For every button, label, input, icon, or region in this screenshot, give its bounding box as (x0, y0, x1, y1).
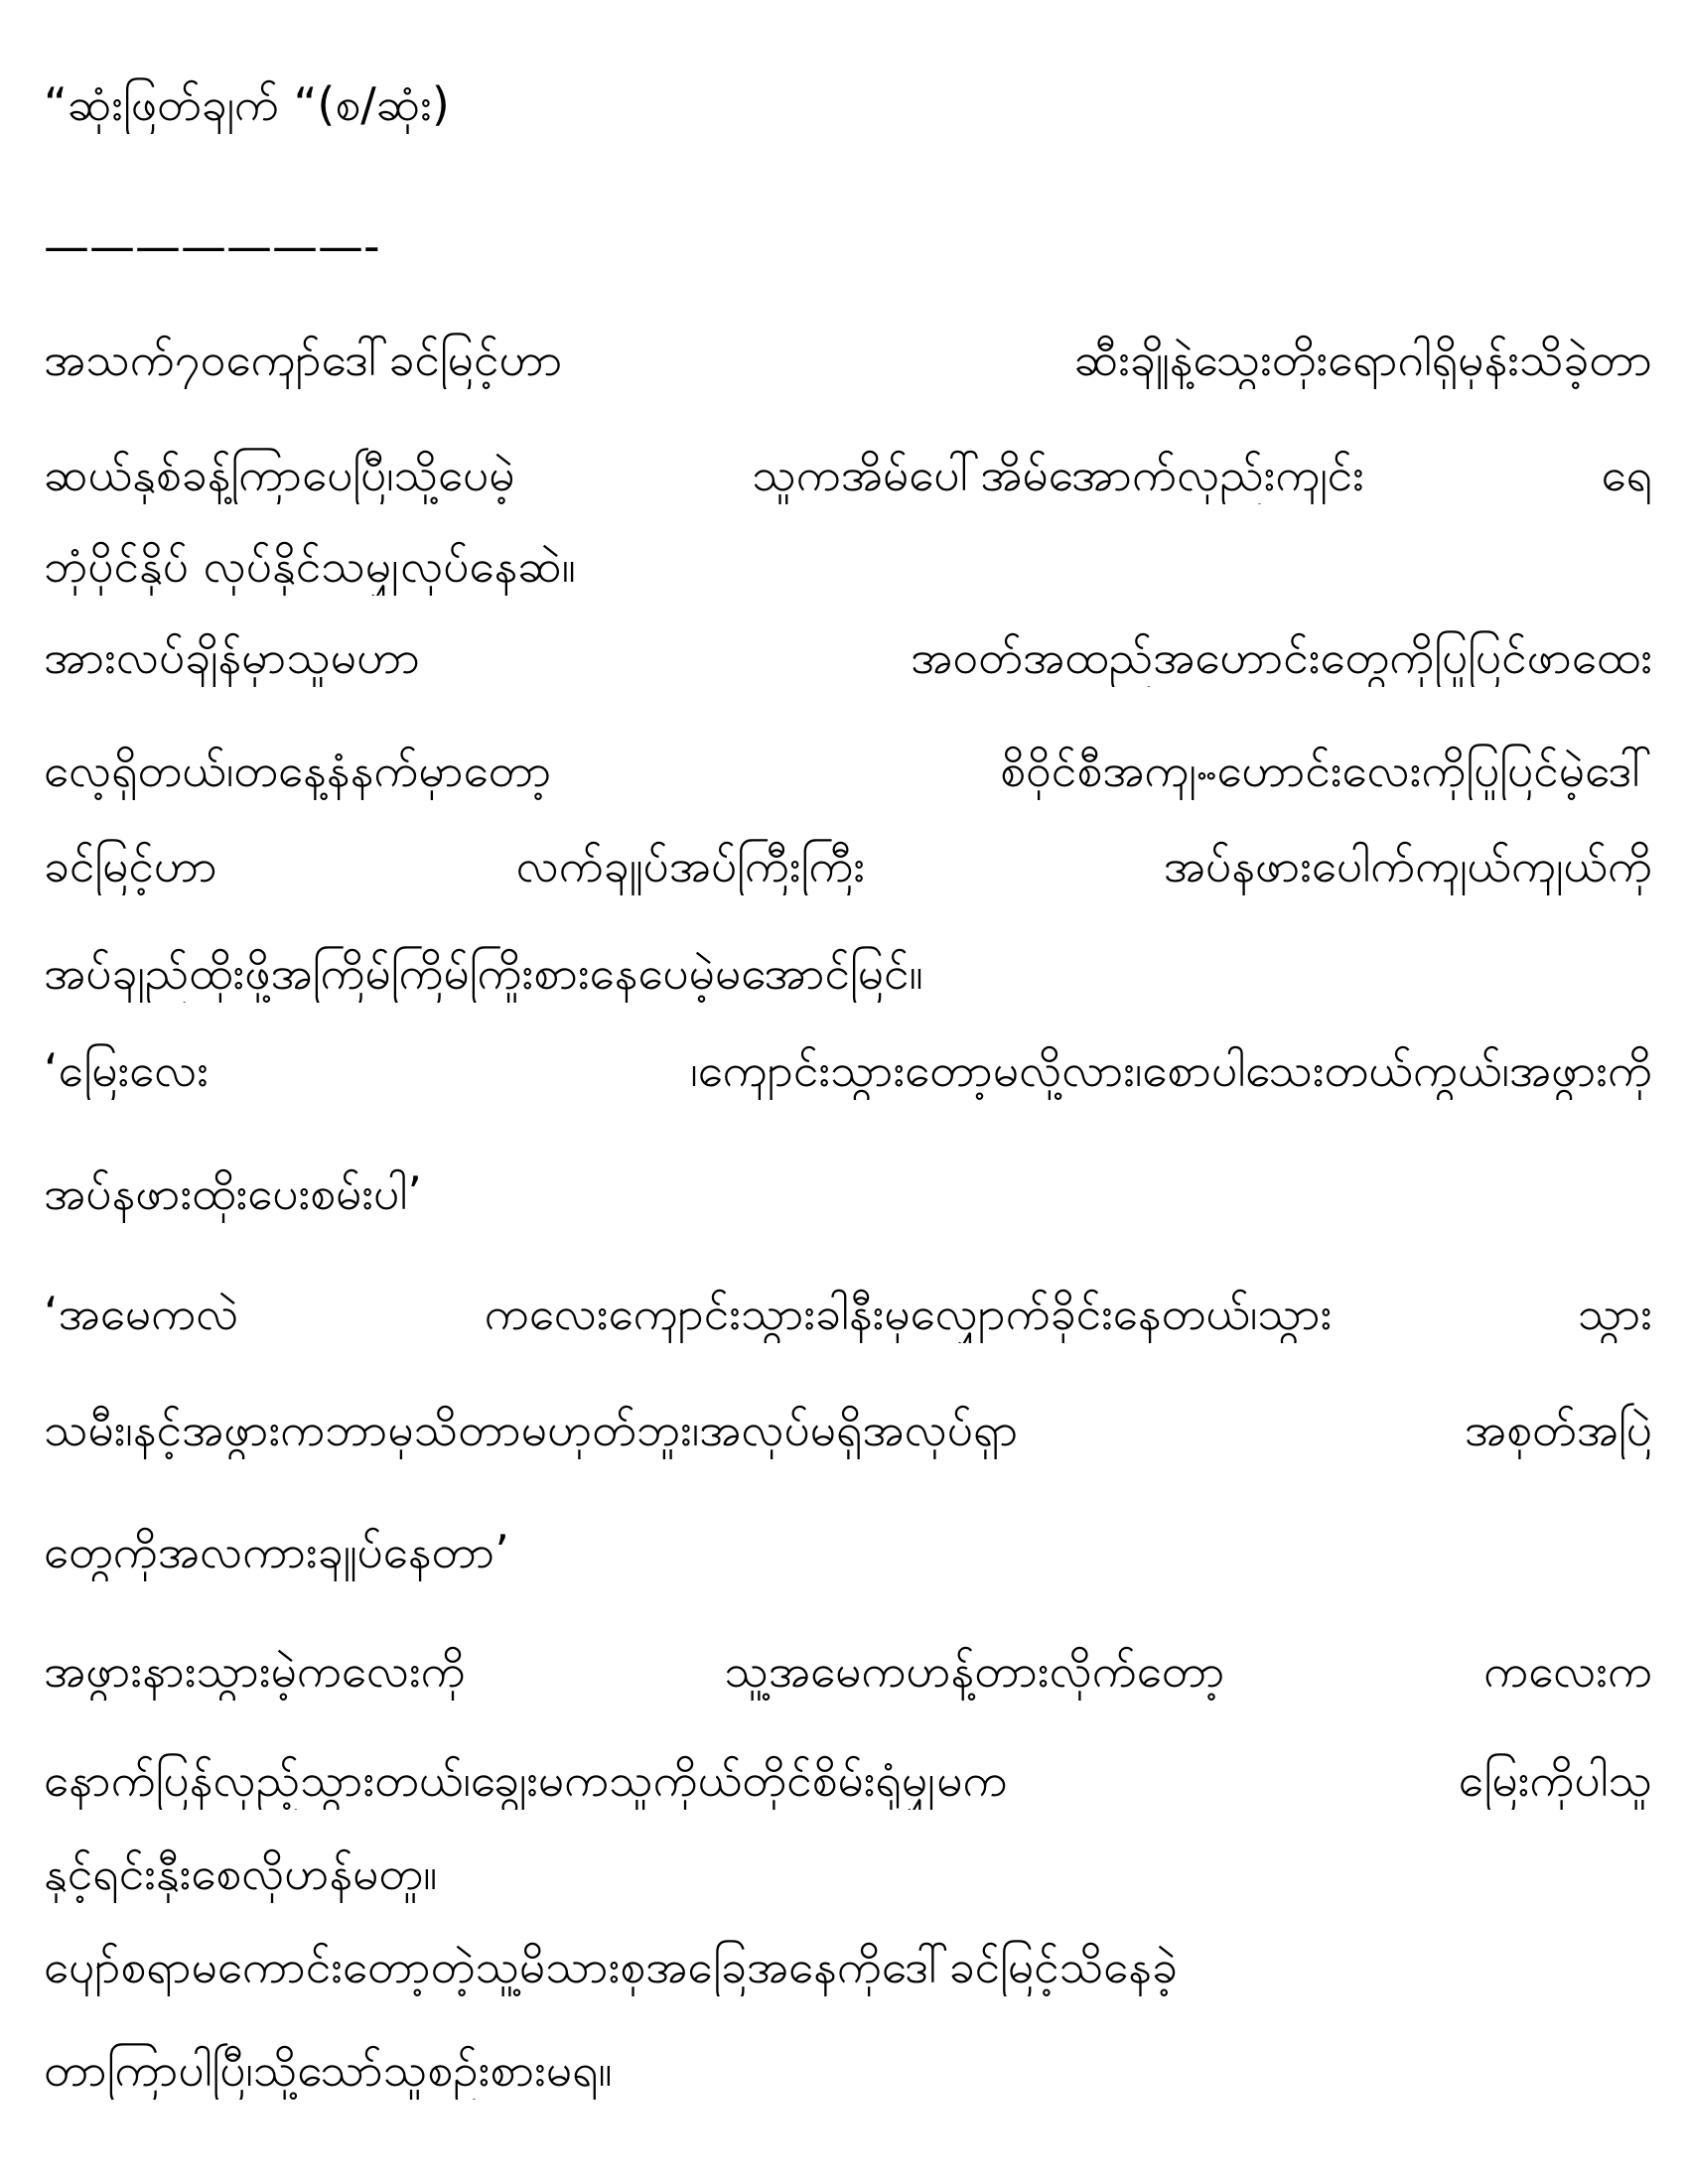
paragraph-line: အဖွားနားသွားမဲ့ကလေးကို သူ့အမေကဟန့်တားလိုက်တော့ ကလေးက (44, 1644, 1652, 1698)
paragraph-line: အသက်၇၀ကျော်ဒေါ်ခင်မြင့်ဟာ ဆီးချိုနဲ့သွေးတိုးရောဂါရှိမှန်းသိခဲ့တာ (44, 333, 1652, 386)
paragraph-line: ပျော်စရာမကောင်းတော့တဲ့သူ့မိသားစုအခြေအနေကိုဒေါ်ခင်မြင့်သိနေခဲ့ (44, 1940, 1178, 1993)
dialogue-line: ‘အမေကလဲ ကလေးကျောင်းသွားခါနီးမှလျှောက်ခိုင်းနေတယ်၊သွား သွား (44, 1287, 1652, 1340)
paragraph-line: အပ်ချည်ထိုးဖို့အကြိမ်ကြိမ်ကြိုးစားနေပေမဲ့မအောင်မြင်။ (44, 946, 923, 1000)
paragraph-line: နောက်ပြန်လှည့်သွားတယ်၊ချွေးမကသူကိုယ်တိုင်စိမ်းရုံမျှမက မြေးကိုပါသူ (44, 1753, 1652, 1807)
paragraph-line: ခင်မြင့်ဟာ လက်ချုပ်အပ်ကြီးကြီး အပ်နဖားပေါက်ကျယ်ကျယ်ကို (44, 839, 1652, 892)
dialogue-line: အပ်နဖားထိုးပေးစမ်းပါ’ (44, 1166, 422, 1220)
paragraph-line: လေ့ရှိတယ်၊တနေ့နံနက်မှာတော့ စိဝိုင်စီအကျႌဟောင်းလေးကိုပြုပြင်မဲ့ဒေါ် (44, 744, 1652, 797)
paragraph-line: တာကြာပါပြီ၊သို့သော်သူစဉ်းစားမရ။ (44, 2043, 613, 2097)
dialogue-line: သမီး၊နင့်အဖွားကဘာမှသိတာမဟုတ်ဘူး၊အလုပ်မရှိအလုပ်ရှာ အစုတ်အပြဲ (44, 1403, 1652, 1456)
dialogue-line: တွေကိုအလကားချုပ်နေတာ’ (44, 1525, 509, 1578)
paragraph-line: နှင့်ရင်းနှီးစေလိုဟန်မတူ။ (44, 1846, 438, 1900)
dialogue-line: ‘မြေးလေး ၊ကျောင်းသွားတော့မလို့လား၊စောပါသေးတယ်ကွယ်၊အဖွားကို (44, 1043, 1652, 1097)
paragraph-line: အားလပ်ချိန်မှာသူမဟာ အဝတ်အထည်အဟောင်းတွေကိုပြုပြင်ဖာထေး (44, 630, 1652, 684)
paragraph-line: ဆယ်နှစ်ခန့်ကြာပေပြီ၊သို့ပေမဲ့ သူကအိမ်ပေါ်အိမ်အောက်လှည်းကျင်း ရေ (44, 448, 1652, 501)
paragraph-line: ဘုံပိုင်နှိပ် လုပ်နိုင်သမျှလုပ်နေဆဲ။ (44, 539, 576, 593)
separator-line: ———————- (44, 219, 380, 273)
document-title: “ဆုံးဖြတ်ချက် “(စ/ဆုံး) (44, 77, 450, 131)
